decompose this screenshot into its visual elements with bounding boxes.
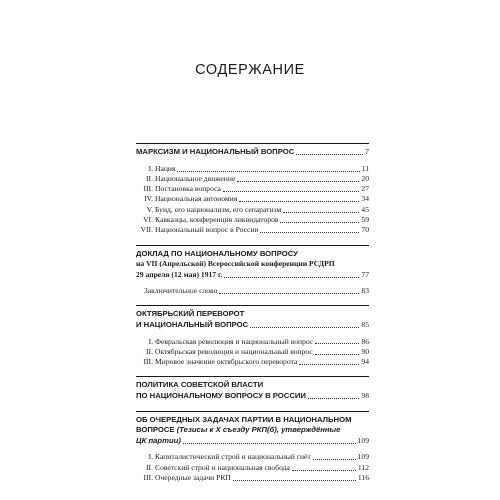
item-number: VII. <box>140 225 153 235</box>
dot-leader <box>237 181 359 182</box>
section-subheading: ЦК партии) <box>136 435 181 445</box>
toc-section-report <box>136 245 369 297</box>
dot-leader <box>233 480 356 481</box>
page-number: 45 <box>361 204 369 214</box>
table-of-contents <box>136 143 369 483</box>
section-heading[interactable]: ПОЛИТИКА СОВЕТСКОЙ ВЛАСТИ <box>136 380 264 390</box>
page-number: 83 <box>361 286 369 296</box>
page-title: СОДЕРЖАНИЕ <box>195 62 305 78</box>
item-label: Кавказцы, конференция ликвидаторов <box>155 215 279 225</box>
dot-leader <box>315 343 359 344</box>
item-number: III. <box>143 357 153 367</box>
item-number: I. <box>148 336 153 346</box>
dot-leader <box>299 364 359 365</box>
item-label: Национальное движение <box>155 173 236 183</box>
toc-entry[interactable] <box>140 225 369 235</box>
dot-leader <box>308 398 359 399</box>
dot-leader <box>283 212 359 213</box>
toc-entry[interactable] <box>140 184 369 194</box>
toc-entry[interactable] <box>140 463 369 473</box>
toc-entry[interactable] <box>140 347 369 357</box>
toc-entry-heading[interactable] <box>136 270 369 280</box>
subsection-list <box>136 452 369 483</box>
section-heading: ПО НАЦИОНАЛЬНОМУ ВОПРОСУ В РОССИИ <box>136 391 306 401</box>
item-number: IV. <box>144 194 153 204</box>
item-label: Национальная автономия <box>155 194 238 204</box>
page-number: 77 <box>361 269 369 279</box>
page-number: 27 <box>361 184 369 194</box>
dot-leader <box>177 171 359 172</box>
toc-entry[interactable] <box>140 164 369 174</box>
section-heading: ВОПРОСЕ <box>136 425 175 435</box>
item-label: Октябрьская революция и национальный вопрос <box>155 346 313 356</box>
dot-leader <box>250 327 359 328</box>
toc-section-party-tasks <box>136 411 369 484</box>
page-number: 20 <box>361 173 369 183</box>
toc-section-soviet-policy <box>136 376 369 401</box>
dot-leader <box>313 459 356 460</box>
toc-entry[interactable] <box>140 337 369 347</box>
item-label: Советский строй и национальная свобода <box>155 462 290 472</box>
dot-leader <box>280 222 359 223</box>
item-number: II. <box>146 173 153 183</box>
dot-leader <box>260 232 359 233</box>
section-subheading: 29 апреля (12 мая) 1917 г. <box>136 269 223 279</box>
item-number: I. <box>148 163 153 173</box>
page-number: 11 <box>361 163 369 173</box>
item-label: Капиталистический строй и национальный гнёт <box>155 452 311 462</box>
toc-entry[interactable] <box>136 286 369 296</box>
section-subheading: (Тезисы к X съезду РКП(б), утверждённые <box>176 425 341 435</box>
page-number: 59 <box>361 215 369 225</box>
toc-entry-heading[interactable] <box>136 391 369 402</box>
page-number: 85 <box>361 319 369 329</box>
toc-entry[interactable] <box>140 452 369 462</box>
page-number: 98 <box>361 391 369 401</box>
dot-leader <box>224 277 359 278</box>
page-number: 90 <box>361 346 369 356</box>
item-label: Постановка вопроса <box>155 184 221 194</box>
toc-section-marxism <box>136 143 369 236</box>
item-number: III. <box>143 184 153 194</box>
toc-entry[interactable] <box>140 473 369 483</box>
dot-leader <box>296 154 363 155</box>
dot-leader <box>292 470 356 471</box>
item-number: II. <box>146 462 153 472</box>
page-number: 116 <box>357 473 369 483</box>
page-number: 70 <box>361 225 369 235</box>
page-number: 94 <box>361 357 369 367</box>
item-label: Нация <box>155 163 176 173</box>
dot-leader <box>315 354 360 355</box>
section-heading[interactable]: ДОКЛАД ПО НАЦИОНАЛЬНОМУ ВОПРОСУ <box>136 248 298 258</box>
item-label: Февральская революция и национальный вопрос <box>155 336 314 346</box>
item-label: Очередные задачи РКП <box>155 473 231 483</box>
dot-leader <box>219 293 359 294</box>
section-subheading: на VII (Апрельской) Всероссийской конференции РСДРП <box>136 259 335 269</box>
dot-leader <box>223 191 359 192</box>
item-label: Мировое значение октябрьского переворота <box>155 357 298 367</box>
section-heading[interactable]: ОКТЯБРЬСКИЙ ПЕРЕВОРОТ <box>136 309 245 319</box>
page-number: 109 <box>357 452 369 462</box>
section-heading: И НАЦИОНАЛЬНЫЙ ВОПРОС <box>136 319 249 329</box>
subsection-list <box>136 337 369 368</box>
page-number: 34 <box>361 194 369 204</box>
toc-entry[interactable] <box>140 194 369 204</box>
item-number: II. <box>146 346 153 356</box>
toc-entry-heading[interactable] <box>136 147 369 158</box>
item-label: Бунд, его национализм, его сепаратизм <box>155 204 282 214</box>
toc-entry-heading[interactable] <box>136 436 369 447</box>
page-number: 7 <box>365 147 369 156</box>
item-label: Заключительное слово <box>144 286 218 296</box>
page-number: 86 <box>361 336 369 346</box>
item-number: VI. <box>143 215 153 225</box>
toc-entry[interactable] <box>140 174 369 184</box>
subsection-list <box>136 164 369 236</box>
toc-entry-heading[interactable] <box>136 320 369 331</box>
dot-leader <box>183 443 356 444</box>
toc-section-october <box>136 305 369 367</box>
toc-entry[interactable] <box>140 215 369 225</box>
section-heading[interactable]: ОБ ОЧЕРЕДНЫХ ЗАДАЧАХ ПАРТИИ В НАЦИОНАЛЬНОМ <box>136 414 352 424</box>
item-number: I. <box>148 452 153 462</box>
toc-entry[interactable] <box>140 357 369 367</box>
page-number: 112 <box>357 462 369 472</box>
section-heading: МАРКСИЗМ И НАЦИОНАЛЬНЫЙ ВОПРОС <box>136 147 295 156</box>
toc-entry[interactable] <box>140 205 369 215</box>
page-number: 109 <box>357 435 369 445</box>
item-number: V. <box>146 204 153 214</box>
item-number: III. <box>143 473 153 483</box>
item-label: Национальный вопрос в России <box>155 225 259 235</box>
dot-leader <box>239 201 359 202</box>
